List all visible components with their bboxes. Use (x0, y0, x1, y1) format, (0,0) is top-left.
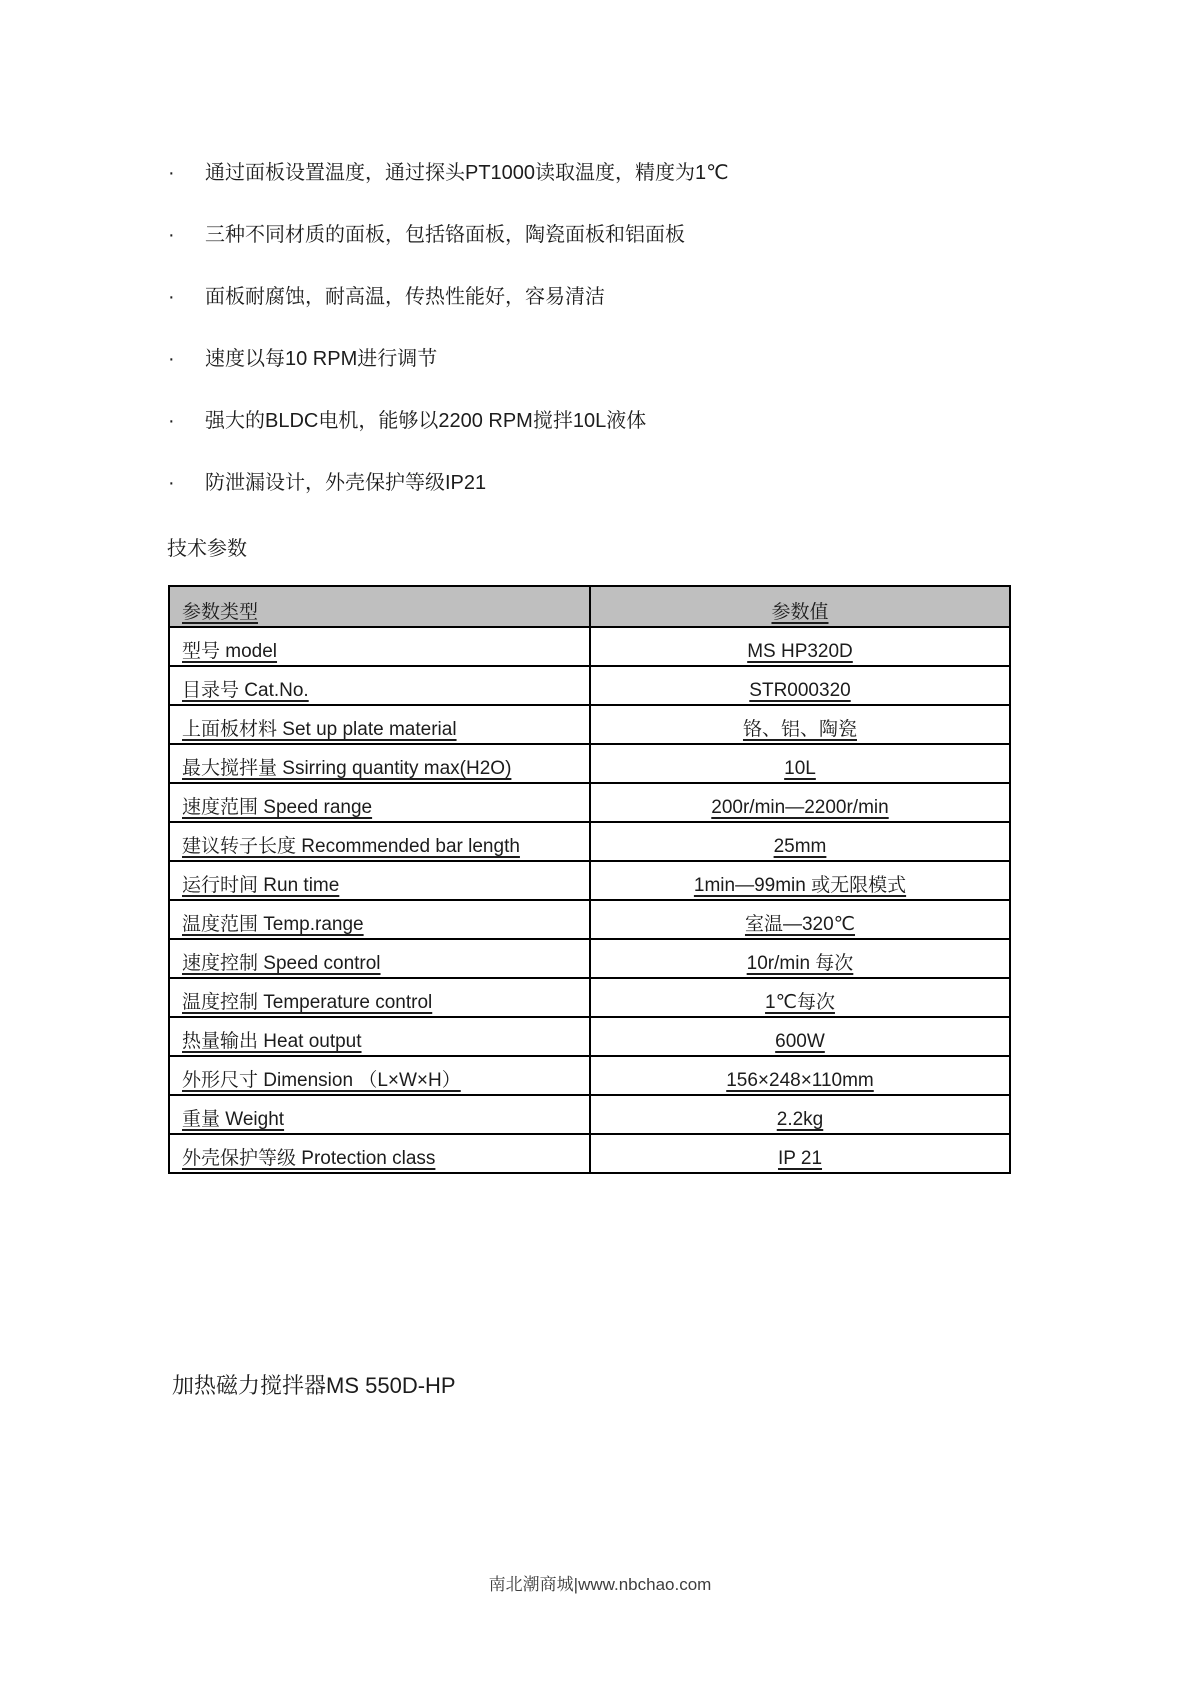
param-value-text: 铬、铝、陶瓷 (742, 719, 857, 740)
param-value-text: 10r/min 每次 (746, 953, 854, 974)
param-value-text: 200r/min—2200r/min (711, 797, 889, 818)
spec-table-row (169, 939, 1010, 978)
param-type-cell (169, 744, 590, 783)
param-value-cell (590, 744, 1010, 783)
param-value-cell (590, 978, 1010, 1017)
param-value-cell (590, 939, 1010, 978)
param-value-cell (590, 1017, 1010, 1056)
bullet-text: 通过面板设置温度，通过探头PT1000读取温度，精度为1℃ (205, 162, 729, 184)
section-heading-technical-parameters: 技术参数 (167, 538, 247, 560)
bullet-marker: · (168, 410, 175, 432)
param-type-cell (169, 705, 590, 744)
param-value-cell (590, 783, 1010, 822)
column-header-param-value-label: 参数值 (771, 602, 829, 623)
footer-site-name: 南北潮商城 (488, 1575, 574, 1594)
param-type-cell (169, 1056, 590, 1095)
bullet-text: 面板耐腐蚀，耐高温，传热性能好，容易清洁 (205, 286, 605, 308)
param-type-text: 最大搅拌量 Ssirring quantity max(H2O) (182, 758, 512, 779)
param-type-text: 外壳保护等级 Protection class (182, 1148, 436, 1169)
param-type-text: 温度控制 Temperature control (182, 992, 433, 1013)
param-type-text: 运行时间 Run time (182, 875, 340, 896)
param-type-cell (169, 627, 590, 666)
bullet-marker: · (168, 286, 175, 308)
param-type-text: 温度范围 Temp.range (182, 914, 364, 935)
bullet-marker: · (168, 224, 175, 246)
feature-bullet-item (168, 470, 729, 498)
param-type-text: 建议转子长度 Recommended bar length (182, 836, 520, 857)
bullet-marker: · (168, 162, 175, 184)
param-type-cell (169, 1134, 590, 1173)
spec-table (168, 585, 1011, 1174)
spec-table-row (169, 900, 1010, 939)
bullet-text: 强大的BLDC电机，能够以2200 RPM搅拌10L液体 (205, 410, 647, 432)
param-type-cell (169, 900, 590, 939)
feature-bullet-list (168, 160, 729, 532)
footer-site-url: www.nbchao.com (578, 1575, 712, 1594)
param-value-cell (590, 1056, 1010, 1095)
spec-table-row (169, 1134, 1010, 1173)
spec-table-body (169, 627, 1010, 1173)
param-type-cell (169, 1017, 590, 1056)
param-value-text: IP 21 (777, 1148, 823, 1169)
param-type-cell (169, 783, 590, 822)
spec-table-row (169, 705, 1010, 744)
bullet-marker: · (168, 472, 175, 494)
param-value-text: 25mm (773, 836, 827, 857)
spec-table-row (169, 1017, 1010, 1056)
param-value-text: 600W (775, 1031, 825, 1052)
param-value-text: 室温—320℃ (744, 914, 856, 935)
param-type-cell (169, 1095, 590, 1134)
param-value-text: 1℃每次 (765, 992, 835, 1013)
param-type-text: 型号 model (182, 641, 278, 662)
spec-table-row (169, 666, 1010, 705)
feature-bullet-item (168, 408, 729, 436)
param-type-text: 目录号 Cat.No. (182, 680, 309, 701)
spec-table-row (169, 627, 1010, 666)
page-footer (0, 1570, 1200, 1595)
param-type-cell (169, 861, 590, 900)
feature-bullet-item (168, 222, 729, 250)
param-value-text: 1min—99min 或无限模式 (693, 875, 907, 896)
feature-bullet-item (168, 346, 729, 374)
param-value-text: STR000320 (749, 680, 851, 701)
spec-table-header (169, 586, 1010, 627)
param-type-text: 速度范围 Speed range (182, 797, 373, 818)
feature-bullet-item (168, 160, 729, 188)
param-type-cell (169, 666, 590, 705)
param-type-text: 速度控制 Speed control (182, 953, 381, 974)
bullet-marker: · (168, 348, 175, 370)
spec-table-row (169, 822, 1010, 861)
footer-separator: | (573, 1575, 579, 1594)
spec-table-row (169, 1095, 1010, 1134)
spec-table-row (169, 783, 1010, 822)
param-value-cell (590, 1095, 1010, 1134)
spec-table-row (169, 861, 1010, 900)
param-value-cell (590, 900, 1010, 939)
spec-table-row (169, 1056, 1010, 1095)
column-header-param-type (169, 586, 590, 627)
param-value-cell (590, 822, 1010, 861)
param-type-cell (169, 978, 590, 1017)
product-title: 加热磁力搅拌器MS 550D-HP (172, 1373, 456, 1398)
param-value-cell (590, 861, 1010, 900)
param-type-text: 重量 Weight (182, 1109, 285, 1130)
spec-table-row (169, 978, 1010, 1017)
spec-table-header-row (169, 586, 1010, 627)
param-type-cell (169, 939, 590, 978)
param-value-text: MS HP320D (747, 641, 853, 662)
bullet-text: 速度以每10 RPM进行调节 (205, 348, 438, 370)
param-value-text: 10L (784, 758, 816, 779)
param-type-text: 上面板材料 Set up plate material (182, 719, 457, 740)
bullet-text: 三种不同材质的面板，包括铬面板，陶瓷面板和铝面板 (205, 224, 685, 246)
param-value-cell (590, 666, 1010, 705)
param-value-cell (590, 627, 1010, 666)
column-header-param-type-label: 参数类型 (182, 602, 259, 623)
feature-bullet-item (168, 284, 729, 312)
spec-table-row (169, 744, 1010, 783)
bullet-text: 防泄漏设计，外壳保护等级IP21 (205, 472, 487, 494)
param-type-text: 热量输出 Heat output (182, 1031, 362, 1052)
column-header-param-value (590, 586, 1010, 627)
param-value-cell (590, 705, 1010, 744)
param-value-cell (590, 1134, 1010, 1173)
param-type-text: 外形尺寸 Dimension （L×W×H） (182, 1070, 461, 1091)
param-value-text: 156×248×110mm (726, 1070, 874, 1091)
param-value-text: 2.2kg (776, 1109, 824, 1130)
param-type-cell (169, 822, 590, 861)
